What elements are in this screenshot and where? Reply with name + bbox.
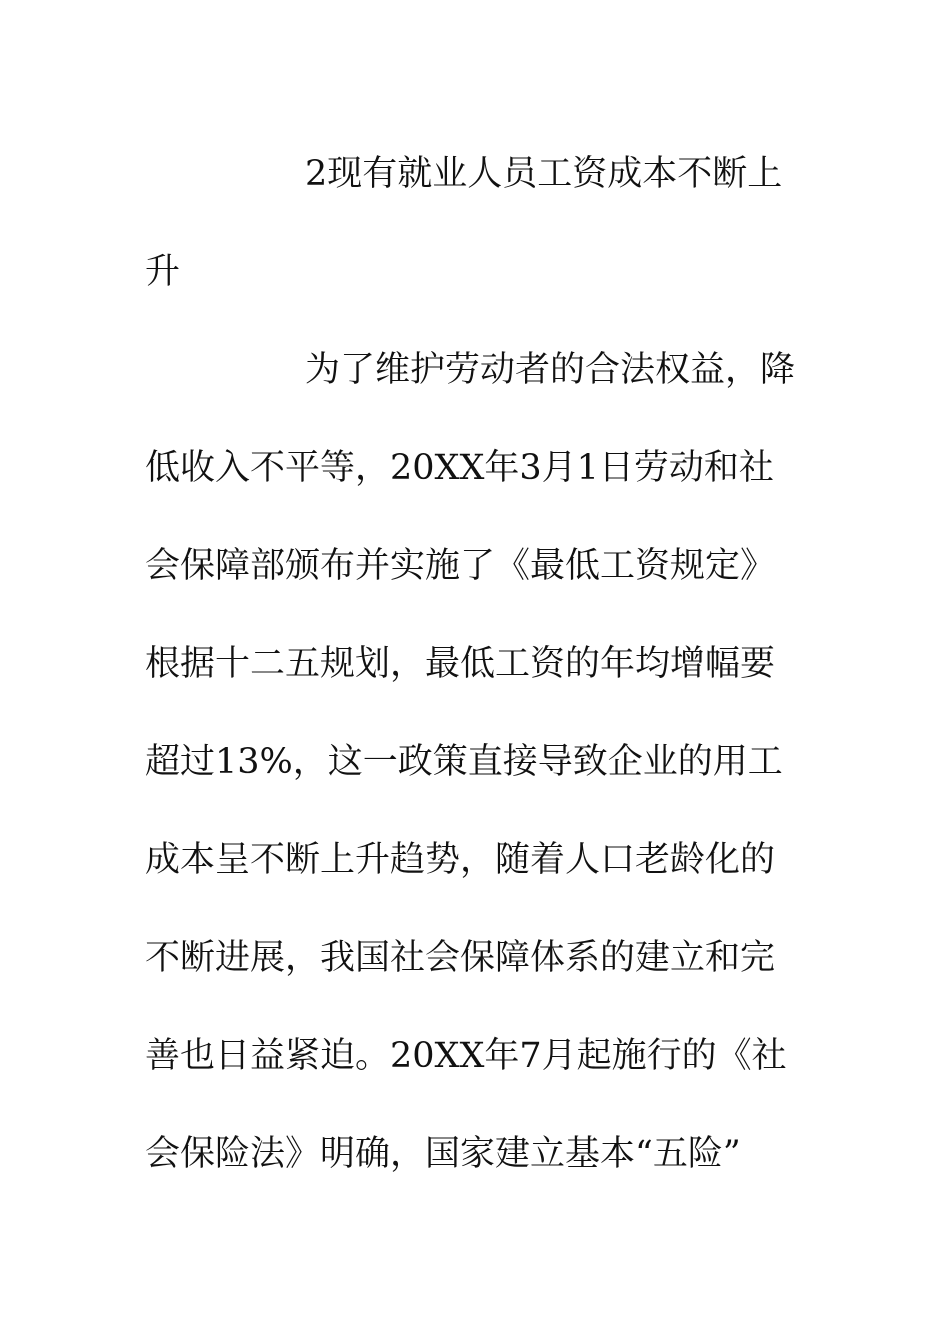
paragraph-line-6: 成本呈不断上升趋势，随着人口老龄化的	[145, 840, 776, 880]
paragraph-line-7: 不断进展，我国社会保障体系的建立和完	[145, 938, 776, 978]
paragraph-line-1: 为了维护劳动者的合法权益，降	[305, 350, 796, 390]
section-heading-line-2: 升	[145, 252, 181, 292]
paragraph-line-3: 会保障部颁布并实施了《最低工资规定》	[145, 546, 776, 586]
paragraph-line-2: 低收入不平等，20XX年3月1日劳动和社	[145, 448, 774, 488]
section-heading-line-1: 2现有就业人员工资成本不断上	[305, 154, 783, 194]
paragraph-line-8: 善也日益紧迫。20XX年7月起施行的《社	[145, 1036, 787, 1076]
document-body	[145, 125, 810, 1203]
paragraph-line-9: 会保险法》明确，国家建立基本“五险”	[145, 1134, 741, 1174]
paragraph-line-4: 根据十二五规划，最低工资的年均增幅要	[145, 644, 776, 684]
paragraph-line-5: 超过13%，这一政策直接导致企业的用工	[145, 742, 783, 782]
